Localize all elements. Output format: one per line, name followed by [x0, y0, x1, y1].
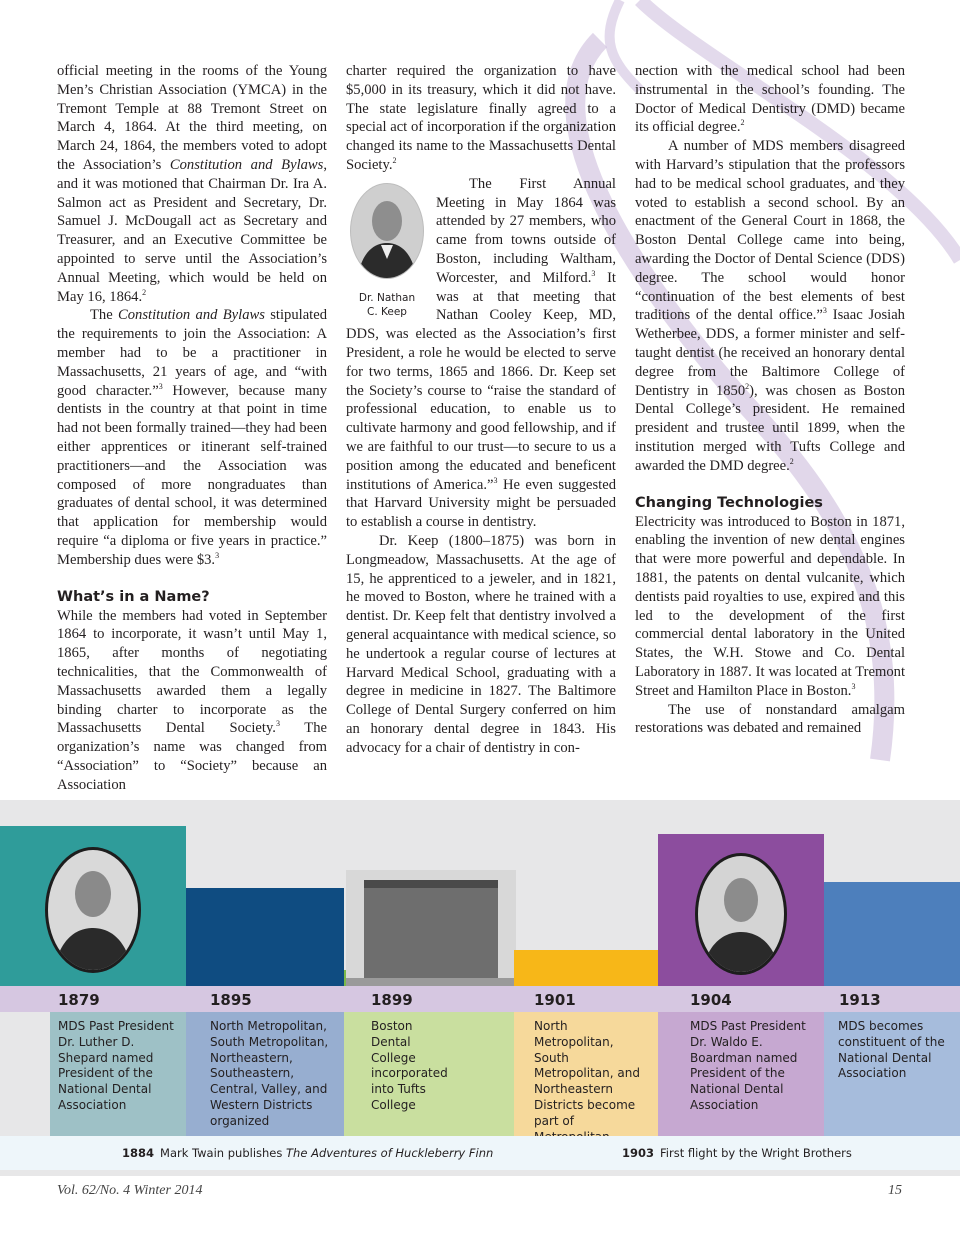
timeline-year: 1899: [371, 991, 413, 1009]
timeline-year: 1895: [210, 991, 252, 1009]
timeline-description: MDS becomes constituent of the National Dental Association: [824, 1012, 960, 1136]
paragraph: official meeting in the rooms of the Young Men’s Christian Association (YMCA) in the Tremont Temple at 88 Tremont Street on March 4, 1864. At the third meeting, on March 24, 1864, the members voted to adopt the Association’s Constitution and Bylaws, and it was motioned that Chairman Dr. Ira A. Salmon act as President and Secretary, Dr. Samuel J. McDougall act as Secretary and Treasurer, and an Executive Committee be appointed to serve until the Association’s Annual Meeting, which would be held on May 16, 1864.$^2$: [57, 63, 327, 305]
portrait-image: [347, 181, 427, 281]
timeline-world-events: [0, 1136, 960, 1170]
timeline: [0, 800, 960, 1176]
section-heading: What’s in a Name?: [57, 588, 210, 605]
page-number: 15: [888, 1183, 902, 1198]
timeline-block-1895: [186, 888, 344, 986]
paragraph: Electricity was introduced to Boston in 1871, enabling the invention of new dental engines that were more powerful and dependable. In 1881, the patents on dental vulcanite, which dentists paid royalties to use, expired and this led to the development of the first commercial dental laboratory in the United States, the W.H. Stowe and Co. Dental Laboratory in 1887. It was located at Tremont Street and Hamilton Place in Boston.$^3$: [635, 513, 905, 699]
issue-footer: Vol. 62/No. 4 Winter 2014: [57, 1183, 203, 1198]
timeline-year: 1913: [839, 991, 881, 1009]
paragraph: The use of nonstandard amalgam restorations was debated and remained: [635, 701, 905, 737]
world-event: 1884 Mark Twain publishes The Adventures of Huckleberry Finn: [122, 1146, 494, 1160]
timeline-year: 1901: [534, 991, 576, 1009]
timeline-description: Boston Dental College incorporated into Tufts College: [344, 1012, 514, 1136]
timeline-block-1913: [824, 882, 960, 986]
timeline-block-1904: [658, 834, 824, 986]
article-column-1: [57, 62, 327, 794]
timeline-description: MDS Past President Dr. Luther D. Shepard named President of the National Dental Association: [50, 1012, 186, 1136]
timeline-description: MDS Past President Dr. Waldo E. Boardman named President of the National Dental Association: [658, 1012, 824, 1136]
world-event: 1903 First flight by the Wright Brothers: [622, 1146, 852, 1160]
paragraph: A number of MDS members disagreed with Harvard’s stipulation that the professors had to be medical school graduates, and they voted to establish a second school. By an enactment of the General Court in 1868, the Boston Dental College came into being, awarding the Doctor of Dental Science (DDS) degree. The school would honor “continuation of the best elements of best traditions of the dental office.”$^3$ Isaac Josiah Wetherbee, DDS, a former minister and self-taught dentist (he received an honorary dental degree from the Baltimore College of Dentistry in 1850$^2$), was chosen as Boston Dental College’s president. He remained president and trustee until 1899, when the institution merged with Tufts College and awarded the DMD degree.$^2$: [635, 138, 905, 474]
article-column-2: [346, 62, 616, 757]
section-heading: Changing Technologies: [635, 494, 823, 511]
paragraph: The Constitution and Bylaws stipulated the requirements to join the Association: A member had to be a practitioner in Massachusetts, 21 years of age, and “with good character.”$^3$ However, because many dentists in the country at that point in time had not been formally trained—they had been either apprentices or itinerant self-trained practitioners—and the Association was composed of more nongraduates than graduates of dental school, it was determined that application for membership would require “a diploma or five years in practice.” Membership dues were $3.$^3$: [57, 307, 327, 568]
tufts-building-photo: [346, 870, 516, 990]
portrait-luther-shepard: [43, 846, 143, 974]
timeline-block-1901: [514, 950, 658, 986]
paragraph: charter required the organization to have $5,000 in its treasury, which it did not have. The state legislature finally agreed to a special act of incorporation if the organization changed its name to the Massachusetts Dental Society.$^2$: [346, 63, 616, 173]
timeline-year-band: [0, 986, 960, 1012]
timeline-description: North Metropolitan, South Metropolitan, and Northeastern Districts become part of: [514, 1012, 658, 1136]
paragraph: nection with the medical school had been instrumental in the school’s founding. The Doctor of Medical Dentistry (DMD) became its official degree.$^2$: [635, 63, 905, 136]
portrait-waldo-boardman: [693, 852, 789, 976]
paragraph: The First Annual Meeting in May 1864 was attended by 27 members, who came from towns outside of Boston, including Waltham, Worcester, and Milford.$^3$ It was at that meeting that Nathan Cooley Keep, MD, DDS, was elected as the Association’s first President, a role he would be elected to serve for two terms, 1865 and 1866. Dr. Keep set the Society’s course to “raise the standard of professional education, to enable us to cultivate harmony and good fellowship, and if we are faithful to our trust—to secure to us a position among the educated and beneficent institutions of America.”$^3$ He even suggested that Harvard University might be persuaded to establish a course in dentistry.: [346, 175, 616, 531]
portrait-caption: Dr. Nathan C. Keep: [358, 291, 416, 318]
portrait-nathan-keep: [346, 181, 428, 319]
timeline-year: 1904: [690, 991, 732, 1009]
paragraph: Dr. Keep (1800–1875) was born in Longmeadow, Massachusetts. At the age of 15, he apprenticed to a jeweler, and in 1821, he moved to Boston, where he trained with a dentist. Dr. Keep felt that dentistry involved a general acquaintance with medical science, so he undertook a regular course of lectures at Harvard Medical School, graduating with a degree in medicine in 1827. The Baltimore College of Dental Surgery conferred on him an honorary dental degree in 1843. His advocacy for a chair of dentistry in con-: [346, 532, 616, 756]
paragraph: While the members had voted in September 1864 to incorporate, it wasn’t until May 1, 1865, after months of negotiating technicalities, that the Commonwealth of Massachusetts awarded them a legally binding charter to incorporate as the Massachusetts Dental Society.$^3$ The organization’s name was changed from “Association” to “Society” because an Association: [57, 607, 327, 793]
article-column-3: [635, 62, 905, 738]
timeline-block-1879: [0, 826, 186, 986]
timeline-year: 1879: [58, 991, 100, 1009]
timeline-description: North Metropolitan, South Metropolitan, Northeastern, Southeastern, Central, Valley, and Western Districts organized: [186, 1012, 344, 1136]
